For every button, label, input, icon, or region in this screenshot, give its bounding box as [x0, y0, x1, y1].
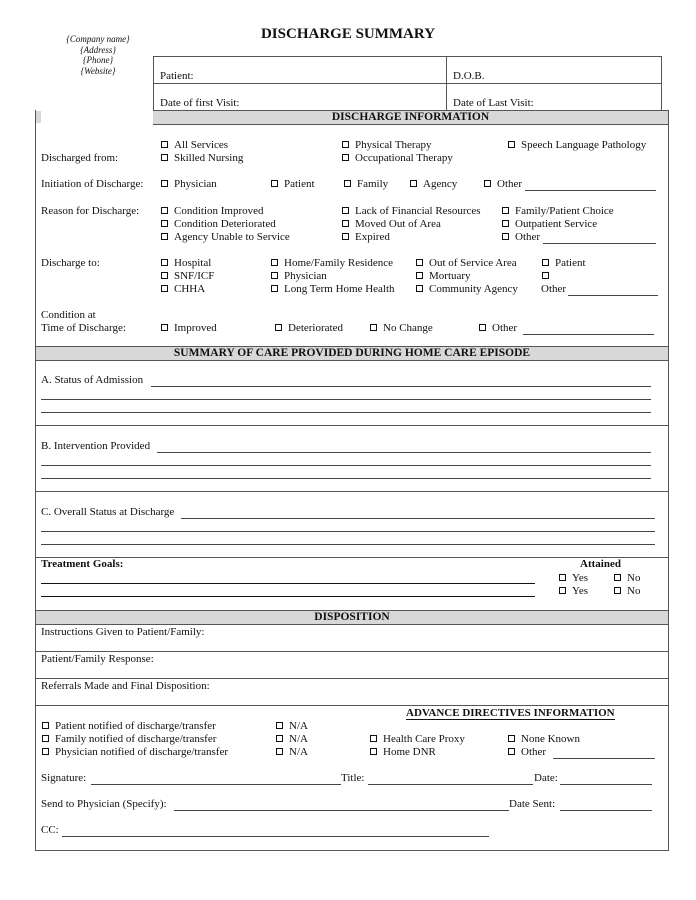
checkbox-goal2-yes[interactable]: Yes — [559, 585, 588, 597]
condition-other-line[interactable] — [523, 334, 654, 335]
instructions-label: Instructions Given to Patient/Family: — [41, 626, 205, 638]
referrals-label: Referrals Made and Final Disposition: — [41, 680, 210, 692]
checkbox-icon — [161, 259, 168, 266]
discharge-info-heading: DISCHARGE INFORMATION — [153, 110, 668, 125]
checkbox-icon — [614, 574, 621, 581]
checkbox-icon — [271, 259, 278, 266]
initiation-label: Initiation of Discharge: — [41, 178, 144, 190]
checkbox-condition-other[interactable]: Other — [479, 322, 517, 334]
checkbox-icon — [161, 154, 168, 161]
checkbox-icon — [161, 141, 168, 148]
patient-field[interactable]: Patient: — [160, 70, 194, 82]
checkbox-icon — [42, 735, 49, 742]
checkbox-na-3[interactable]: N/A — [276, 746, 308, 758]
checkbox-out-of-area[interactable]: Out of Service Area — [416, 257, 517, 269]
checkbox-init-other[interactable]: Other — [484, 178, 522, 190]
signature-label: Signature: — [41, 772, 87, 784]
company-website: {Website} — [80, 65, 116, 76]
date-line[interactable] — [560, 784, 652, 785]
intervention-line[interactable] — [157, 452, 651, 453]
section-divider — [36, 557, 668, 558]
discharge-to-other-label: Other — [541, 283, 567, 295]
overall-status-line[interactable] — [181, 518, 655, 519]
treatment-goal-line[interactable] — [41, 583, 535, 584]
checkbox-icon — [559, 574, 566, 581]
checkbox-icon — [542, 272, 549, 279]
checkbox-icon — [416, 272, 423, 279]
checkbox-lack-financial[interactable]: Lack of Financial Resources — [342, 205, 481, 217]
checkbox-improved[interactable]: Improved — [161, 322, 217, 334]
form-border-bottom — [35, 850, 669, 851]
checkbox-skilled-nursing[interactable]: Skilled Nursing — [161, 152, 243, 164]
checkbox-icon — [161, 220, 168, 227]
checkbox-condition-improved[interactable]: Condition Improved — [161, 205, 264, 217]
date-sent-label: Date Sent: — [509, 798, 556, 810]
checkbox-mortuary[interactable]: Mortuary — [416, 270, 471, 282]
reason-label: Reason for Discharge: — [41, 205, 140, 217]
status-admission-line[interactable] — [41, 399, 651, 400]
checkbox-agency-unable[interactable]: Agency Unable to Service — [161, 231, 290, 243]
send-physician-line[interactable] — [174, 810, 509, 811]
company-address: {Address} — [80, 44, 116, 55]
checkbox-all-services[interactable]: All Services — [161, 139, 228, 151]
send-physician-label: Send to Physician (Specify): — [41, 798, 167, 810]
treatment-goals-label: Treatment Goals: — [41, 558, 124, 570]
section-divider — [36, 705, 668, 706]
page-title: DISCHARGE SUMMARY — [260, 26, 436, 42]
checkbox-snf-icf[interactable]: SNF/ICF — [161, 270, 214, 282]
checkbox-init-family[interactable]: Family — [344, 178, 388, 190]
checkbox-speech-language[interactable]: Speech Language Pathology — [508, 139, 646, 151]
checkbox-icon — [342, 141, 349, 148]
intervention-label: B. Intervention Provided — [41, 440, 151, 452]
overall-status-line[interactable] — [41, 531, 655, 532]
date-label: Date: — [534, 772, 558, 784]
checkbox-none-known[interactable]: None Known — [508, 733, 580, 745]
checkbox-home-family[interactable]: Home/Family Residence — [271, 257, 393, 269]
init-other-line[interactable] — [525, 190, 656, 191]
checkbox-chha[interactable]: CHHA — [161, 283, 205, 295]
checkbox-icon — [370, 324, 377, 331]
cc-label: CC: — [41, 824, 59, 836]
checkbox-icon — [370, 735, 377, 742]
checkbox-to-other[interactable] — [542, 270, 555, 282]
last-visit-field[interactable]: Date of Last Visit: — [453, 97, 534, 109]
form-border-left — [35, 110, 36, 850]
checkbox-icon — [344, 180, 351, 187]
company-name: {Company name} — [66, 34, 130, 44]
checkbox-init-physician[interactable]: Physician — [161, 178, 217, 190]
checkbox-goal2-no[interactable]: No — [614, 585, 640, 597]
checkbox-moved-out[interactable]: Moved Out of Area — [342, 218, 441, 230]
checkbox-icon — [161, 324, 168, 331]
checkbox-icon — [479, 324, 486, 331]
checkbox-goal1-no[interactable]: No — [614, 572, 640, 584]
attained-label: Attained — [580, 558, 621, 570]
date-sent-line[interactable] — [560, 810, 652, 811]
company-phone: {Phone} — [82, 55, 114, 65]
form-border-right — [668, 110, 669, 850]
checkbox-family-choice[interactable]: Family/Patient Choice — [502, 205, 614, 217]
discharged-from-label: Discharged from: — [41, 152, 119, 164]
checkbox-long-term[interactable]: Long Term Home Health — [271, 283, 395, 295]
checkbox-to-physician[interactable]: Physician — [271, 270, 327, 282]
section-divider — [36, 678, 668, 679]
status-admission-line[interactable] — [41, 412, 651, 413]
checkbox-na-2[interactable]: N/A — [276, 733, 308, 745]
checkbox-condition-deteriorated[interactable]: Condition Deteriorated — [161, 218, 276, 230]
overall-status-label: C. Overall Status at Discharge — [41, 506, 175, 518]
checkbox-patient-notified[interactable]: Patient notified of discharge/transfer — [42, 720, 216, 732]
checkbox-icon — [161, 207, 168, 214]
checkbox-icon — [161, 233, 168, 240]
checkbox-icon — [342, 154, 349, 161]
checkbox-icon — [42, 748, 49, 755]
condition-label: Condition at — [41, 309, 96, 321]
condition-label-2: Time of Discharge: — [41, 322, 126, 334]
checkbox-expired[interactable]: Expired — [342, 231, 390, 243]
checkbox-icon — [276, 748, 283, 755]
checkbox-icon — [508, 141, 515, 148]
checkbox-icon — [161, 285, 168, 292]
summary-heading: SUMMARY OF CARE PROVIDED DURING HOME CARE EPISODE — [36, 346, 668, 361]
signature-line[interactable] — [91, 784, 341, 785]
checkbox-deteriorated[interactable]: Deteriorated — [275, 322, 343, 334]
checkbox-icon — [508, 735, 515, 742]
company-info — [50, 34, 146, 76]
checkbox-icon — [342, 207, 349, 214]
checkbox-occupational-therapy[interactable]: Occupational Therapy — [342, 152, 453, 164]
checkbox-icon — [502, 207, 509, 214]
checkbox-icon — [276, 735, 283, 742]
checkbox-icon — [508, 748, 515, 755]
status-admission-label: A. Status of Admission — [41, 374, 144, 386]
checkbox-icon — [275, 324, 282, 331]
checkbox-icon — [416, 285, 423, 292]
section-divider — [36, 491, 668, 492]
directive-other-line[interactable] — [553, 758, 655, 759]
title-line[interactable] — [368, 784, 533, 785]
header-border — [153, 56, 662, 57]
reason-other-line[interactable] — [543, 243, 656, 244]
checkbox-icon — [410, 180, 417, 187]
advance-directives-heading: ADVANCE DIRECTIVES INFORMATION — [406, 707, 615, 719]
checkbox-icon — [416, 259, 423, 266]
section-divider — [36, 425, 668, 426]
checkbox-icon — [614, 587, 621, 594]
checkbox-health-care-proxy[interactable]: Health Care Proxy — [370, 733, 465, 745]
title-label: Title: — [341, 772, 365, 784]
checkbox-goal1-yes[interactable]: Yes — [559, 572, 588, 584]
checkbox-no-change[interactable]: No Change — [370, 322, 433, 334]
checkbox-icon — [342, 220, 349, 227]
checkbox-directive-other[interactable]: Other — [508, 746, 546, 758]
checkbox-physical-therapy[interactable]: Physical Therapy — [342, 139, 431, 151]
disposition-heading: DISPOSITION — [36, 610, 668, 625]
checkbox-icon — [502, 233, 509, 240]
header-band-stub — [36, 111, 41, 123]
response-label: Patient/Family Response: — [41, 653, 154, 665]
checkbox-physician-notified[interactable]: Physician notified of discharge/transfer — [42, 746, 228, 758]
treatment-goal-line[interactable] — [41, 596, 535, 597]
intervention-line[interactable] — [41, 478, 651, 479]
intervention-line[interactable] — [41, 465, 651, 466]
cc-line[interactable] — [62, 836, 489, 837]
discharge-to-label: Discharge to: — [41, 257, 100, 269]
checkbox-family-notified[interactable]: Family notified of discharge/transfer — [42, 733, 216, 745]
status-admission-line[interactable] — [151, 386, 651, 387]
checkbox-icon — [42, 722, 49, 729]
checkbox-icon — [542, 259, 549, 266]
checkbox-icon — [502, 220, 509, 227]
header-divider — [153, 83, 662, 84]
checkbox-icon — [342, 233, 349, 240]
first-visit-field[interactable]: Date of first Visit: — [160, 97, 240, 109]
checkbox-outpatient[interactable]: Outpatient Service — [502, 218, 597, 230]
dob-field[interactable]: D.O.B. — [453, 70, 485, 82]
checkbox-icon — [161, 272, 168, 279]
checkbox-icon — [370, 748, 377, 755]
section-divider — [36, 651, 668, 652]
overall-status-line[interactable] — [41, 544, 655, 545]
checkbox-icon — [559, 587, 566, 594]
checkbox-to-patient[interactable]: Patient — [542, 257, 586, 269]
checkbox-init-patient[interactable]: Patient — [271, 178, 315, 190]
checkbox-reason-other[interactable]: Other — [502, 231, 540, 243]
checkbox-icon — [271, 272, 278, 279]
checkbox-icon — [271, 180, 278, 187]
checkbox-community-agency[interactable]: Community Agency — [416, 283, 518, 295]
checkbox-icon — [161, 180, 168, 187]
checkbox-icon — [276, 722, 283, 729]
checkbox-home-dnr[interactable]: Home DNR — [370, 746, 436, 758]
checkbox-init-agency[interactable]: Agency — [410, 178, 457, 190]
discharge-to-other-line[interactable] — [568, 295, 658, 296]
checkbox-hospital[interactable]: Hospital — [161, 257, 211, 269]
checkbox-icon — [484, 180, 491, 187]
checkbox-icon — [271, 285, 278, 292]
checkbox-na-1[interactable]: N/A — [276, 720, 308, 732]
